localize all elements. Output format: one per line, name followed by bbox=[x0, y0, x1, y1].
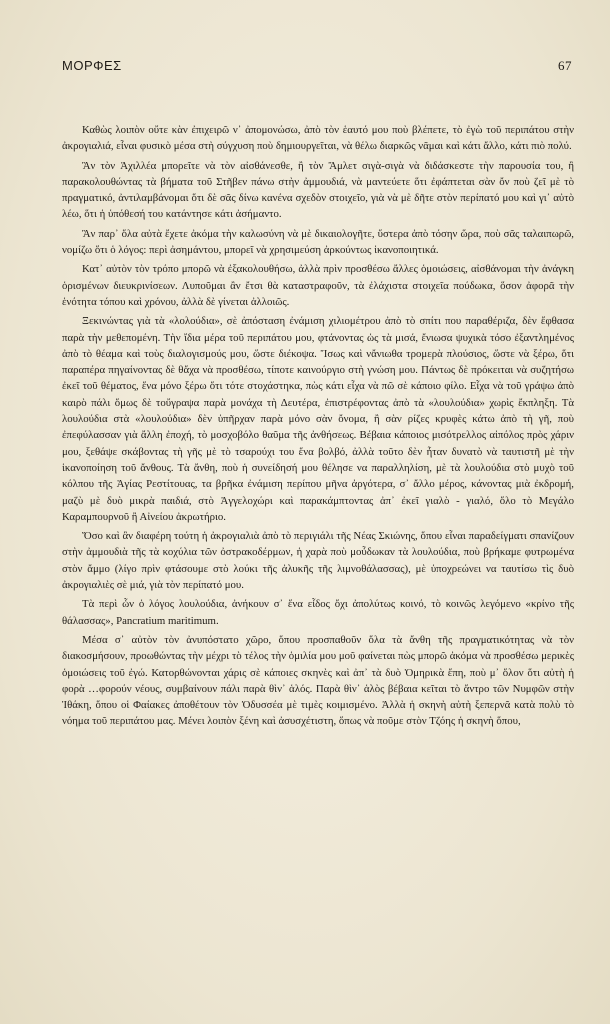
paragraph: Ἂν παρ᾽ ὅλα αὐτὰ ἔχετε ἀκόμα τὴν καλωσύνη νὰ μὲ δικαιολογῆτε, ὕστερα ἀπὸ τόσην ὥρα, ποὺ σᾶς ταλαιπωρῶ, νομίζω ὅτι ὁ λόγος: περὶ ἀσημάντου, μπορεῖ νὰ χρησιμεύση ἀρκούντως ἱκανοποιητικά. bbox=[62, 227, 574, 257]
paragraph: Ἂν τὸν Ἀχιλλέα μπορεῖτε νὰ τὸν αἰσθάνεσθε, ἢ τὸν Ἄμλετ σιγὰ-σιγὰ νὰ διδάσκεστε τὴν παρουσία του, ἢ παρακολουθώντας τὰ βήματα τοῦ Στῆβεν πάνω στὴν ἀμμουδιά, νὰ μαντεύετε ὅτι ἐφάπτεται σὰν ὄν ποὺ ζεῖ μὲ τὸ πραγματικό, ἀντιλαμβάνομαι ὅτι δὲ σᾶς δίνω κανένα σχεδὸν στοιχεῖο, γιὰ νὰ μὲ δῆτε στὸν περίπατό μου καὶ γι᾽ αὐτὸ λέω, ὅτι ἡ ὑπόθεσή του κατάντησε κάτι ἀσήμαντο. bbox=[62, 159, 574, 221]
paragraph: Κατ᾽ αὐτὸν τὸν τρόπο μπορῶ νὰ ἐξακολουθήσω, ἀλλὰ πρὶν προσθέσω ἄλλες ὁμοιώσεις, αἰσθάνομαι τὴν ἀνάγκη ὁρισμένων διευκρινίσεων. Λυποῦμαι ἂν ἔτσι θὰ καταστραφοῦν, τὰ ἐλάχιστα στοιχεῖα πούδωκα, ὅσον ἀφορᾶ τὴν ἑνότητα τόπου καὶ χρόνου, ἀλλὰ δὲ γίνεται ἀλλοιῶς. bbox=[62, 263, 574, 308]
journal-title: ΜΟΡΦΕΣ bbox=[62, 58, 122, 73]
page-number: 67 bbox=[558, 58, 572, 73]
running-header bbox=[62, 58, 574, 88]
paragraph: Τὰ περὶ ὧν ὁ λόγος λουλούδια, ἀνήκουν σ᾽ ἕνα εἶδος ὄχι ἀπολύτως κοινό, τὸ κοινῶς λεγόμενο «κρίνο τῆς θάλασσας», Pancratium maritimum. bbox=[62, 598, 574, 627]
paragraph: Μέσα σ᾽ αὐτὸν τὸν ἀνυπόστατο χῶρο, ὅπου προσπαθοῦν ὅλα τὰ ἄνθη τῆς πραγματικότητας νὰ τὸν διακοσμήσουν, προωθώντας τὴν μέχρι τὸ τέλος τὴν ὁμιλία μου μοῦ φαίνεται πὼς μπορῶ ἀκόμα νὰ προσθέσω μερικὲς ὁμοιώσεις τοῦ ἐγώ. Κατορθώνονται χάρις σὲ κάποιες σκηνὲς καὶ ἀπ᾽ τὰ δυὸ Ὁμηρικὰ ἔπη, ποὺ μ᾽ ὅλον ὅτι αὐτὴ ἡ φορὰ …φορούν νέους, συμβαίνουν πάλι παρὰ θὶν᾽ ἁλός. Παρὰ θὶν᾽ ἁλὸς βέβαια κεῖται τὸ ἄντρο τῶν Νυμφῶν στὴν Ἰθάκη, ὅπου οἱ Φαίακες ἀποθέτουν τὸν Ὀδυσσέα μὲ τιμὲς κοιμισμένο. Ἀλλὰ ἡ σκηνὴ αὐτὴ ξεπερνᾶ κατὰ πολὺ τὸ νόημα τοῦ περιπάτου μας. Μένει λοιπὸν ξένη καὶ ἀσυσχέτιστη, ὅπως νὰ ποῦμε στὸν Τζόης ἡ σκηνὴ ὅπου, bbox=[62, 633, 574, 728]
body-text bbox=[62, 122, 574, 730]
paragraph: Ὅσο καὶ ἂν διαφέρη τούτη ἡ ἀκρογιαλιὰ ἀπὸ τὸ περιγιάλι τῆς Νέας Σκιώνης, ὅπου εἶναι παραδείγματι σπανίζουν στὴν ἀμμουδιὰ τῆς τὰ κοχύλια τῶν ὀστρακοδέρμων, ἡ χαρὰ ποὺ μοὖδωκαν τὰ λουλούδια, ποὺ βρήκαμε φυτρωμένα στὸν ἄμμο (λίγο πρὶν φτάσουμε στὸ λούκι τῆς ἀλυκῆς τῆς λιμνοθάλασσας), μὲ ὑποχρεώνει να ταυτίσω τὶς δυὸ ἀκρογιαλιὲς σὲ μιά, γιὰ τὸν περίπατό μου. bbox=[62, 530, 574, 592]
paragraph: Καθὼς λοιπὸν οὔτε κὰν ἐπιχειρῶ ν᾽ ἀπομονώσω, ἀπὸ τὸν ἑαυτό μου ποὺ βλέπετε, τὸ ἐγὼ τοῦ περιπάτου στὴν ἀκρογιαλιά, εἶναι φυσικὸ μέσα στὴ σύγχυση ποὺ δημιουργεῖται, νὰ θέλω διαρκῶς νᾶμαι καὶ κάτι ἄλλο, κάτι πιὸ πολύ. bbox=[62, 124, 574, 153]
paragraph: Ξεκινώντας γιὰ τὰ «λολούδια», σὲ ἀπόσταση ἐνάμιση χιλιομέτρου ἀπὸ τὸ σπίτι που παραθέριζα, δὲν ἔφθασα παρὰ τὴν μεθεπομένη. Τὴν ἴδια μέρα τοῦ περιπάτου μου, φτάνοντας ὡς τὰ μισά, ἔνιωσα ψυχικὰ τόσο ἐξαντλημένος ἀπὸ τὸ θέαμα καὶ τοὺς διαλογισμούς μου, ὥστε διέκοψα. Ἴσως καὶ νἄνιωθα τρομερὰ πλούσιος, ὥστε νὰ ξέρω, ὅτι παραπέρα πηγαίνοντας δὲ θἄχα νὰ προσθέσω, τίποτε καινούργιο στὴ γνώση μου. Πάντως δὲ πρόκειται νὰ συζητήσω ἐκεῖ τοῦ θέματος, ἕνα μόνο ξέρω ὅτι τότε στοχάστηκα, πὼς κάτι εἶχα νὰ πῶ σὲ κάποιο φίλο. Εἶχα νὰ τοῦ γράψω ἀπὸ καιρὸ πάλι ὅμως δὲ τοὔγραψα παρὰ μονάχα τὴ Δευτέρα, ἐπιστρέφοντας ἀπὸ τὰ «λουλούδια» χωρὶς ἔκπληξη. Τὰ λουλούδια στὰ «λουλούδια» δὲν ὑπῆρχαν παρὰ μόνο σὰν ὄνομα, ἢ σὰν ρίζες κρυφὲς κάτω ἀπὸ τὴ γῆ, ποὺ ἐπεφύλασσαν γιὰ ἄλλη ἐποχή, τὸ μοσχοβόλο θαῦμα τῆς ἀνθήσεως. Βέβαια κάποιος μισότρελλος αἰπόλος πρὸς χάριν μου, ξεθάψε σκάβοντας τὴ γῆς μὲ τὸ τσαρούχι του ἕνα βολβό, ἀλλὰ τοῦτο δὲν ἦταν δυνατὸ νὰ ταυτιστῆ μὲ τὴν ἱκανοποίηση τοῦ ἄνθους. Τὰ ἄνθη, ποὺ ἡ συνείδησή μου θέλησε να παραλληλίση, μὲ τὰ λουλούδια στὸ μυχὸ τοῦ κόλπου τῆς Ἁγίας Ρεστίτουας, τα βρῆκα ἐνάμιση περίπου μῆνα ἀργότερα, σ᾽ ἄλλο μέρος, κάνοντας μιὰ ἐκδρομή, μαζὺ μὲ δυὸ μικρὰ παιδιά, στὸ Ἀγγελοχώρι καὶ παρακάμπτοντας ἀπ᾽ ἐκεῖ γιαλὸ - γιαλό, ὅλο τὸ Μεγάλο Καραμπουρνοῦ ἢ Αἰνείου ἀκρωτήριο. bbox=[62, 315, 574, 523]
